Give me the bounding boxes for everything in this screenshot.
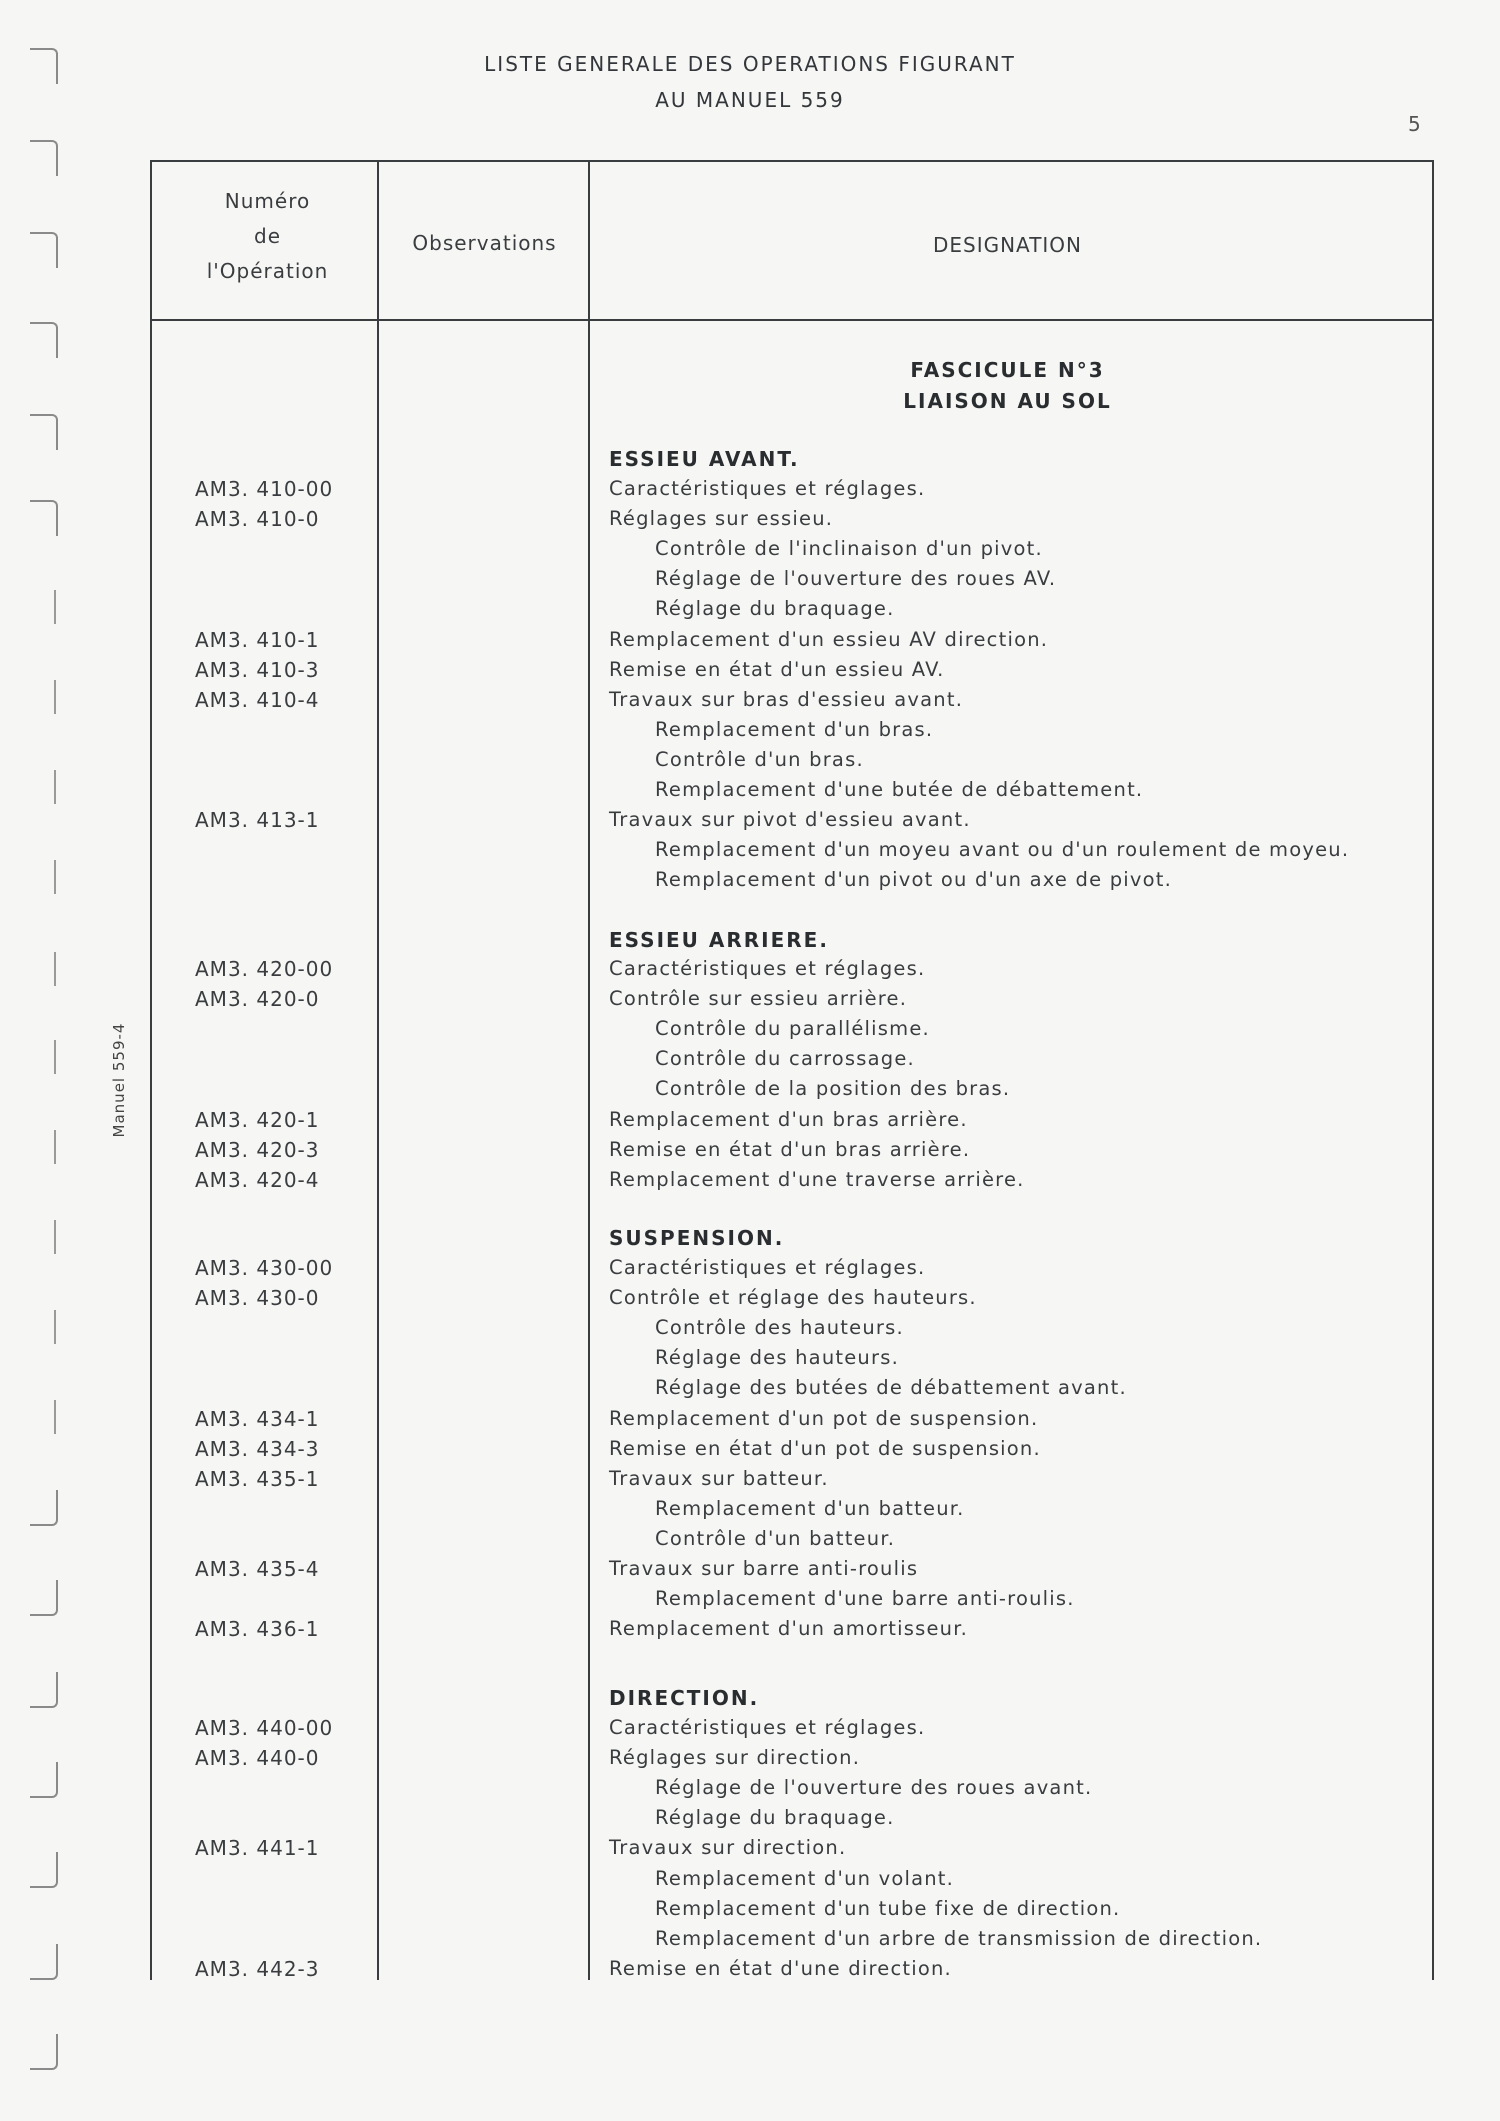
table-row <box>0 507 1500 537</box>
operation-designation: Remplacement d'un volant. <box>655 1867 955 1890</box>
operation-number: AM3. 413-1 <box>195 808 320 832</box>
table-row <box>0 477 1500 507</box>
operation-designation: Remplacement d'un essieu AV direction. <box>609 628 1049 651</box>
table-row <box>0 778 1500 808</box>
table-row <box>0 1927 1500 1957</box>
operation-designation: Réglages sur direction. <box>609 1746 861 1769</box>
operation-designation: Réglage des butées de débattement avant. <box>655 1376 1127 1399</box>
binder-mark <box>30 2034 58 2070</box>
operation-designation: Remise en état d'une direction. <box>609 1957 952 1980</box>
operation-designation: Contrôle du carrossage. <box>655 1047 915 1070</box>
table-row <box>0 718 1500 748</box>
header-numero-line3: l'Opération <box>206 259 329 283</box>
section-title: ESSIEU AVANT. <box>609 447 800 471</box>
table-row <box>0 1467 1500 1497</box>
table-row <box>0 628 1500 658</box>
header-designation: DESIGNATION <box>932 233 1083 257</box>
operation-designation: Réglages sur essieu. <box>609 507 834 530</box>
table-row <box>0 1716 1500 1746</box>
operation-designation: Remplacement d'un arbre de transmission de direction. <box>655 1927 1263 1950</box>
table-row <box>0 868 1500 898</box>
operation-designation: Remplacement d'un amortisseur. <box>609 1617 969 1640</box>
binder-mark <box>30 322 58 358</box>
operation-number: AM3. 435-1 <box>195 1467 320 1491</box>
binder-mark <box>30 232 58 268</box>
table-row <box>0 1897 1500 1927</box>
operation-designation: Contrôle de la position des bras. <box>655 1077 1011 1100</box>
table-row <box>0 1867 1500 1897</box>
header-numero-line1: Numéro <box>224 189 311 213</box>
operation-designation: Remplacement d'un bras. <box>655 718 934 741</box>
operation-number: AM3. 430-00 <box>195 1256 334 1280</box>
table-row <box>0 688 1500 718</box>
operation-number: AM3. 410-0 <box>195 507 320 531</box>
operation-number: AM3. 440-0 <box>195 1746 320 1770</box>
operation-designation: Contrôle d'un batteur. <box>655 1527 896 1550</box>
operation-designation: Remplacement d'une barre anti-roulis. <box>655 1587 1075 1610</box>
header-numero <box>155 184 380 289</box>
operation-number: AM3. 441-1 <box>195 1836 320 1860</box>
section-title: ESSIEU ARRIERE. <box>609 928 829 952</box>
table-row <box>0 957 1500 987</box>
table-row <box>0 1077 1500 1107</box>
table-row <box>0 987 1500 1017</box>
operation-number: AM3. 420-1 <box>195 1108 320 1132</box>
table-row <box>0 1346 1500 1376</box>
operation-designation: Remplacement d'un tube fixe de direction. <box>655 1897 1121 1920</box>
operation-number: AM3. 410-1 <box>195 628 320 652</box>
section-title: SUSPENSION. <box>609 1226 785 1250</box>
table-row <box>0 1836 1500 1866</box>
table-row <box>0 1527 1500 1557</box>
table-row <box>0 1108 1500 1138</box>
table-row <box>0 1316 1500 1346</box>
operation-number: AM3. 430-0 <box>195 1286 320 1310</box>
binder-mark <box>30 48 58 84</box>
operation-number: AM3. 434-3 <box>195 1437 320 1461</box>
operation-number: AM3. 435-4 <box>195 1557 320 1581</box>
operation-designation: Remise en état d'un bras arrière. <box>609 1138 971 1161</box>
operation-number: AM3. 410-00 <box>195 477 334 501</box>
table-row <box>0 1746 1500 1776</box>
header-bottom-border <box>152 319 1434 321</box>
operation-designation: Remplacement d'une butée de débattement. <box>655 778 1144 801</box>
table-row <box>0 748 1500 778</box>
table-row <box>0 1407 1500 1437</box>
operation-designation: Contrôle des hauteurs. <box>655 1316 904 1339</box>
section-title: DIRECTION. <box>609 1686 760 1710</box>
operation-number: AM3. 420-00 <box>195 957 334 981</box>
document-title-line2: AU MANUEL 559 <box>655 88 845 112</box>
binder-mark <box>30 1672 58 1708</box>
table-row <box>0 1806 1500 1836</box>
operation-designation: Remise en état d'un essieu AV. <box>609 658 945 681</box>
operation-designation: Remise en état d'un pot de suspension. <box>609 1437 1041 1460</box>
binder-mark <box>30 140 58 176</box>
fascicule-title: LIAISON AU SOL <box>903 389 1112 413</box>
operation-designation: Réglage du braquage. <box>655 597 895 620</box>
table-row <box>0 1557 1500 1587</box>
operation-number: AM3. 442-3 <box>195 1957 320 1981</box>
operation-designation: Réglage de l'ouverture des roues AV. <box>655 567 1057 590</box>
fascicule-number: FASCICULE N°3 <box>910 358 1105 382</box>
table-row <box>0 1776 1500 1806</box>
operation-number: AM3. 420-3 <box>195 1138 320 1162</box>
operation-designation: Réglage du braquage. <box>655 1806 895 1829</box>
operation-designation: Caractéristiques et réglages. <box>609 477 926 500</box>
table-row <box>0 1587 1500 1617</box>
table-row <box>0 1256 1500 1286</box>
header-numero-line2: de <box>254 224 281 248</box>
operation-designation: Contrôle et réglage des hauteurs. <box>609 1286 977 1309</box>
operation-designation: Travaux sur bras d'essieu avant. <box>609 688 964 711</box>
operation-designation: Contrôle du parallélisme. <box>655 1017 930 1040</box>
operation-designation: Caractéristiques et réglages. <box>609 1256 926 1279</box>
table-row <box>0 1376 1500 1406</box>
table-row <box>0 1497 1500 1527</box>
operation-designation: Réglage de l'ouverture des roues avant. <box>655 1776 1093 1799</box>
document-title-line1: LISTE GENERALE DES OPERATIONS FIGURANT <box>484 52 1016 76</box>
operation-designation: Travaux sur barre anti-roulis <box>609 1557 919 1580</box>
operation-designation: Remplacement d'un moyeu avant ou d'un roulement de moyeu. <box>655 838 1350 861</box>
table-row <box>0 1138 1500 1168</box>
operation-designation: Caractéristiques et réglages. <box>609 957 926 980</box>
table-row <box>0 597 1500 627</box>
operation-designation: Remplacement d'une traverse arrière. <box>609 1168 1025 1191</box>
side-label-text: Manuel 559-4 <box>110 1022 128 1138</box>
binder-mark <box>30 414 58 450</box>
operation-designation: Remplacement d'un batteur. <box>655 1497 965 1520</box>
operation-designation: Caractéristiques et réglages. <box>609 1716 926 1739</box>
operation-number: AM3. 436-1 <box>195 1617 320 1641</box>
operation-number: AM3. 410-3 <box>195 658 320 682</box>
table-row <box>0 808 1500 838</box>
operation-number: AM3. 410-4 <box>195 688 320 712</box>
operation-designation: Contrôle sur essieu arrière. <box>609 987 908 1010</box>
operation-number: AM3. 440-00 <box>195 1716 334 1740</box>
operation-designation: Travaux sur pivot d'essieu avant. <box>609 808 971 831</box>
table-row <box>0 658 1500 688</box>
operation-designation: Remplacement d'un pivot ou d'un axe de pivot. <box>655 868 1173 891</box>
table-row <box>0 1437 1500 1467</box>
operation-designation: Contrôle de l'inclinaison d'un pivot. <box>655 537 1043 560</box>
table-row <box>0 1017 1500 1047</box>
header-observations: Observations <box>412 231 557 255</box>
operation-designation: Travaux sur direction. <box>609 1836 847 1859</box>
page-number: 5 <box>1408 112 1421 136</box>
table-row <box>0 1047 1500 1077</box>
operation-number: AM3. 434-1 <box>195 1407 320 1431</box>
operation-number: AM3. 420-0 <box>195 987 320 1011</box>
operation-number: AM3. 420-4 <box>195 1168 320 1192</box>
table-row <box>0 567 1500 597</box>
operation-designation: Contrôle d'un bras. <box>655 748 864 771</box>
table-row <box>0 838 1500 868</box>
table-row <box>0 1957 1500 1987</box>
binder-mark <box>44 1220 56 1254</box>
operation-designation: Travaux sur batteur. <box>609 1467 829 1490</box>
table-row <box>0 1286 1500 1316</box>
operation-designation: Remplacement d'un pot de suspension. <box>609 1407 1039 1430</box>
table-top-border <box>152 160 1434 162</box>
table-row <box>0 1168 1500 1198</box>
table-row <box>0 1617 1500 1647</box>
table-row <box>0 537 1500 567</box>
operation-designation: Remplacement d'un bras arrière. <box>609 1108 968 1131</box>
operation-designation: Réglage des hauteurs. <box>655 1346 899 1369</box>
